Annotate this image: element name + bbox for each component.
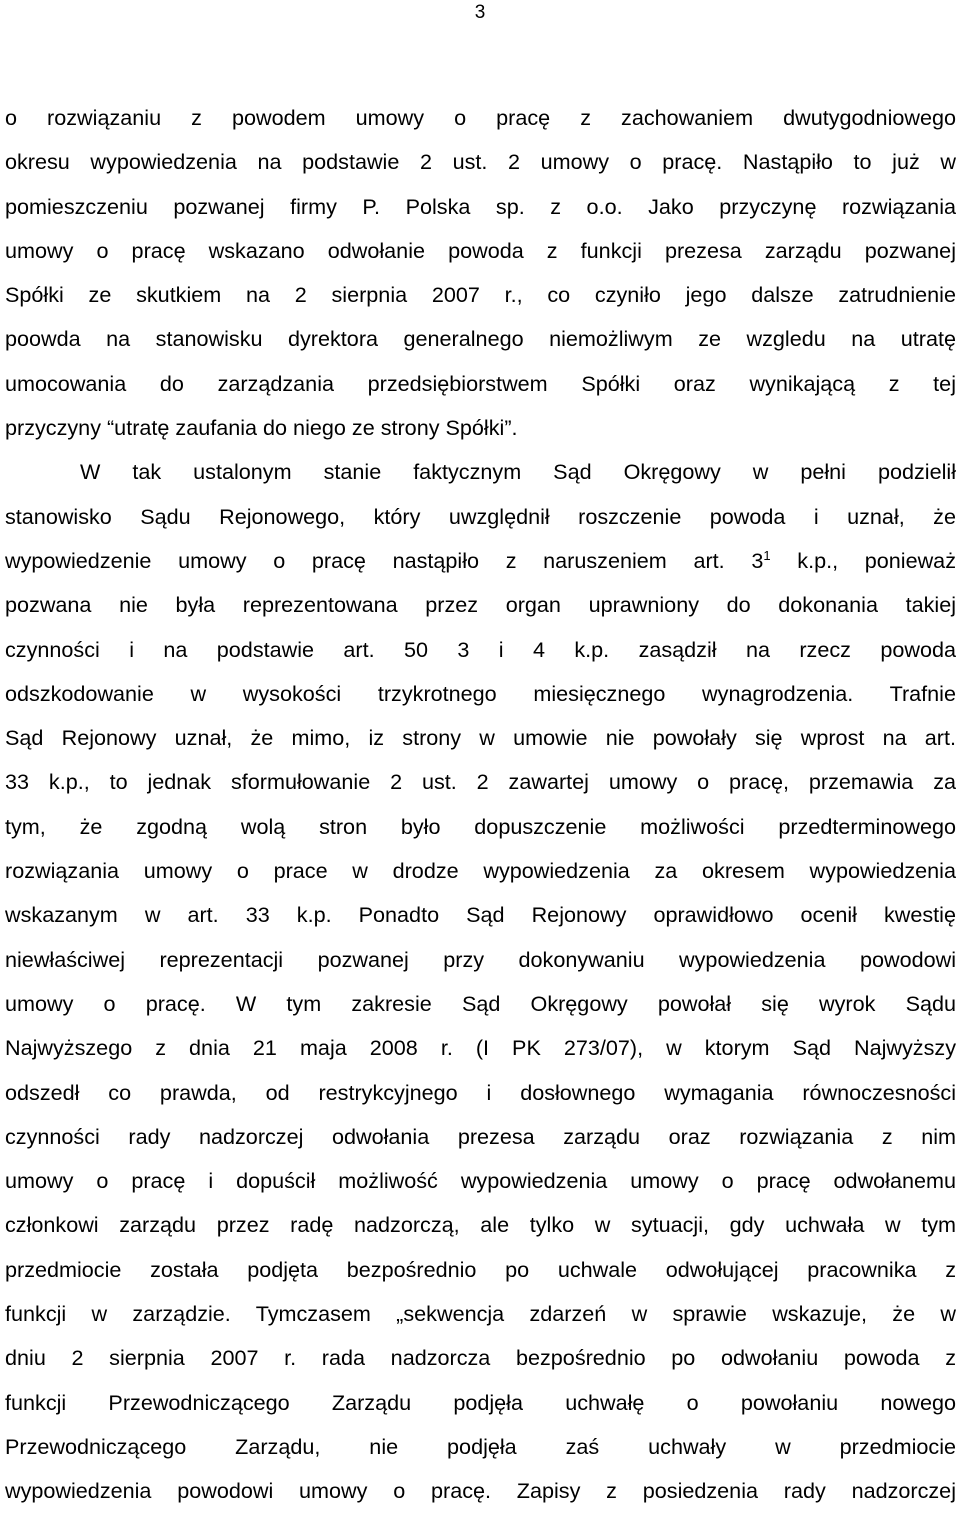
text-line: członkowi zarządu przez radę nadzorczą, ale tylko w sytuacji, gdy uchwała w tym bbox=[5, 1212, 956, 1238]
text-line: wskazanym w art. 33 k.p. Ponadto Sąd Rejonowy oprawidłowo ocenił kwestię bbox=[5, 902, 956, 928]
text-line: umowy o pracę. W tym zakresie Sąd Okręgowy powołał się wyrok Sądu bbox=[5, 990, 956, 1016]
text-line: umowy o pracę i dopuścił możliwość wypowiedzenia umowy o pracę odwołanemu bbox=[5, 1168, 956, 1194]
text-line: pomieszczeniu pozwanej firmy P. Polska sp. z o.o. Jako przyczynę rozwiązania bbox=[5, 193, 956, 219]
text-line: odszedł co prawda, od restrykcyjnego i dosłownego wymagania równoczesności bbox=[5, 1079, 956, 1105]
text-line: okresu wypowiedzenia na podstawie 2 ust. 2 umowy o pracę. Nastąpiło to już w bbox=[5, 149, 956, 175]
text-line: Najwyższego z dnia 21 maja 2008 r. (I PK 273/07), w ktorym Sąd Najwyższy bbox=[5, 1035, 956, 1061]
text-line: o rozwiązaniu z powodem umowy o pracę z zachowaniem dwutygodniowego bbox=[5, 105, 956, 130]
page-number: 3 bbox=[474, 2, 486, 23]
text-segment: k.p., ponieważ bbox=[770, 547, 956, 573]
text-line: Przewodniczącego Zarządu, nie podjęła zaś uchwały w przedmiocie bbox=[5, 1433, 956, 1459]
text-line: W tak ustalonym stanie faktycznym Sąd Okręgowy w pełni podzielił bbox=[80, 459, 956, 485]
text-line: czynności i na podstawie art. 50 3 i 4 k.p. zasądził na rzecz powoda bbox=[5, 636, 956, 662]
text-line: stanowisko Sądu Rejonowego, który uwzględnił roszczenie powoda i uznał, że bbox=[5, 503, 956, 529]
text-line: poowda na stanowisku dyrektora generalnego niemożliwym ze wzgledu na utratę bbox=[5, 326, 956, 352]
text-line: Spółki ze skutkiem na 2 sierpnia 2007 r., co czyniło jego dalsze zatrudnienie bbox=[5, 282, 956, 308]
text-line: dniu 2 sierpnia 2007 r. rada nadzorcza bezpośrednio po odwołaniu powoda z bbox=[5, 1345, 956, 1371]
text-line: rozwiązania umowy o prace w drodze wypowiedzenia za okresem wypowiedzenia bbox=[5, 858, 956, 884]
text-line: 33 k.p., to jednak sformułowanie 2 ust. 2 zawartej umowy o pracę, przemawia za bbox=[5, 769, 956, 795]
text-line bbox=[5, 539, 956, 583]
text-line: Sąd Rejonowy uznał, że mimo, iz strony w umowie nie powołały się wprost na art. bbox=[5, 725, 956, 751]
text-line: umocowania do zarządzania przedsiębiorstwem Spółki oraz wynikającą z tej bbox=[5, 370, 956, 396]
text-line: przedmiocie została podjęta bezpośrednio po uchwale odwołującej pracownika z bbox=[5, 1256, 956, 1282]
document-body bbox=[5, 96, 956, 1514]
text-line: czynności rady nadzorczej odwołania prezesa zarządu oraz rozwiązania z nim bbox=[5, 1123, 956, 1149]
text-line: umowy o pracę wskazano odwołanie powoda z funkcji prezesa zarządu pozwanej bbox=[5, 237, 956, 263]
text-line: odszkodowanie w wysokości trzykrotnego miesięcznego wynagrodzenia. Trafnie bbox=[5, 680, 956, 706]
text-line: pozwana nie była reprezentowana przez organ uprawniony do dokonania takiej bbox=[5, 592, 956, 618]
text-line: tym, że zgodną wolą stron było dopuszczenie możliwości przedterminowego bbox=[5, 813, 956, 839]
text-segment: wypowiedzenie umowy o pracę nastąpiło z naruszeniem art. 3 bbox=[5, 547, 764, 573]
text-line: niewłaściwej reprezentacji pozwanej przy dokonywaniu wypowiedzenia powodowi bbox=[5, 946, 956, 972]
text-line: funkcji Przewodniczącego Zarządu podjęła uchwałę o powołaniu nowego bbox=[5, 1389, 956, 1415]
text-line: wypowiedzenia powodowi umowy o pracę. Zapisy z posiedzenia rady nadzorczej bbox=[5, 1478, 956, 1504]
text-line: funkcji w zarządzie. Tymczasem „sekwencja zdarzeń w sprawie wskazuje, że w bbox=[5, 1301, 956, 1327]
text-line: przyczyny “utratę zaufania do niego ze strony Spółki”. bbox=[5, 415, 518, 441]
superscript: 1 bbox=[763, 547, 771, 563]
